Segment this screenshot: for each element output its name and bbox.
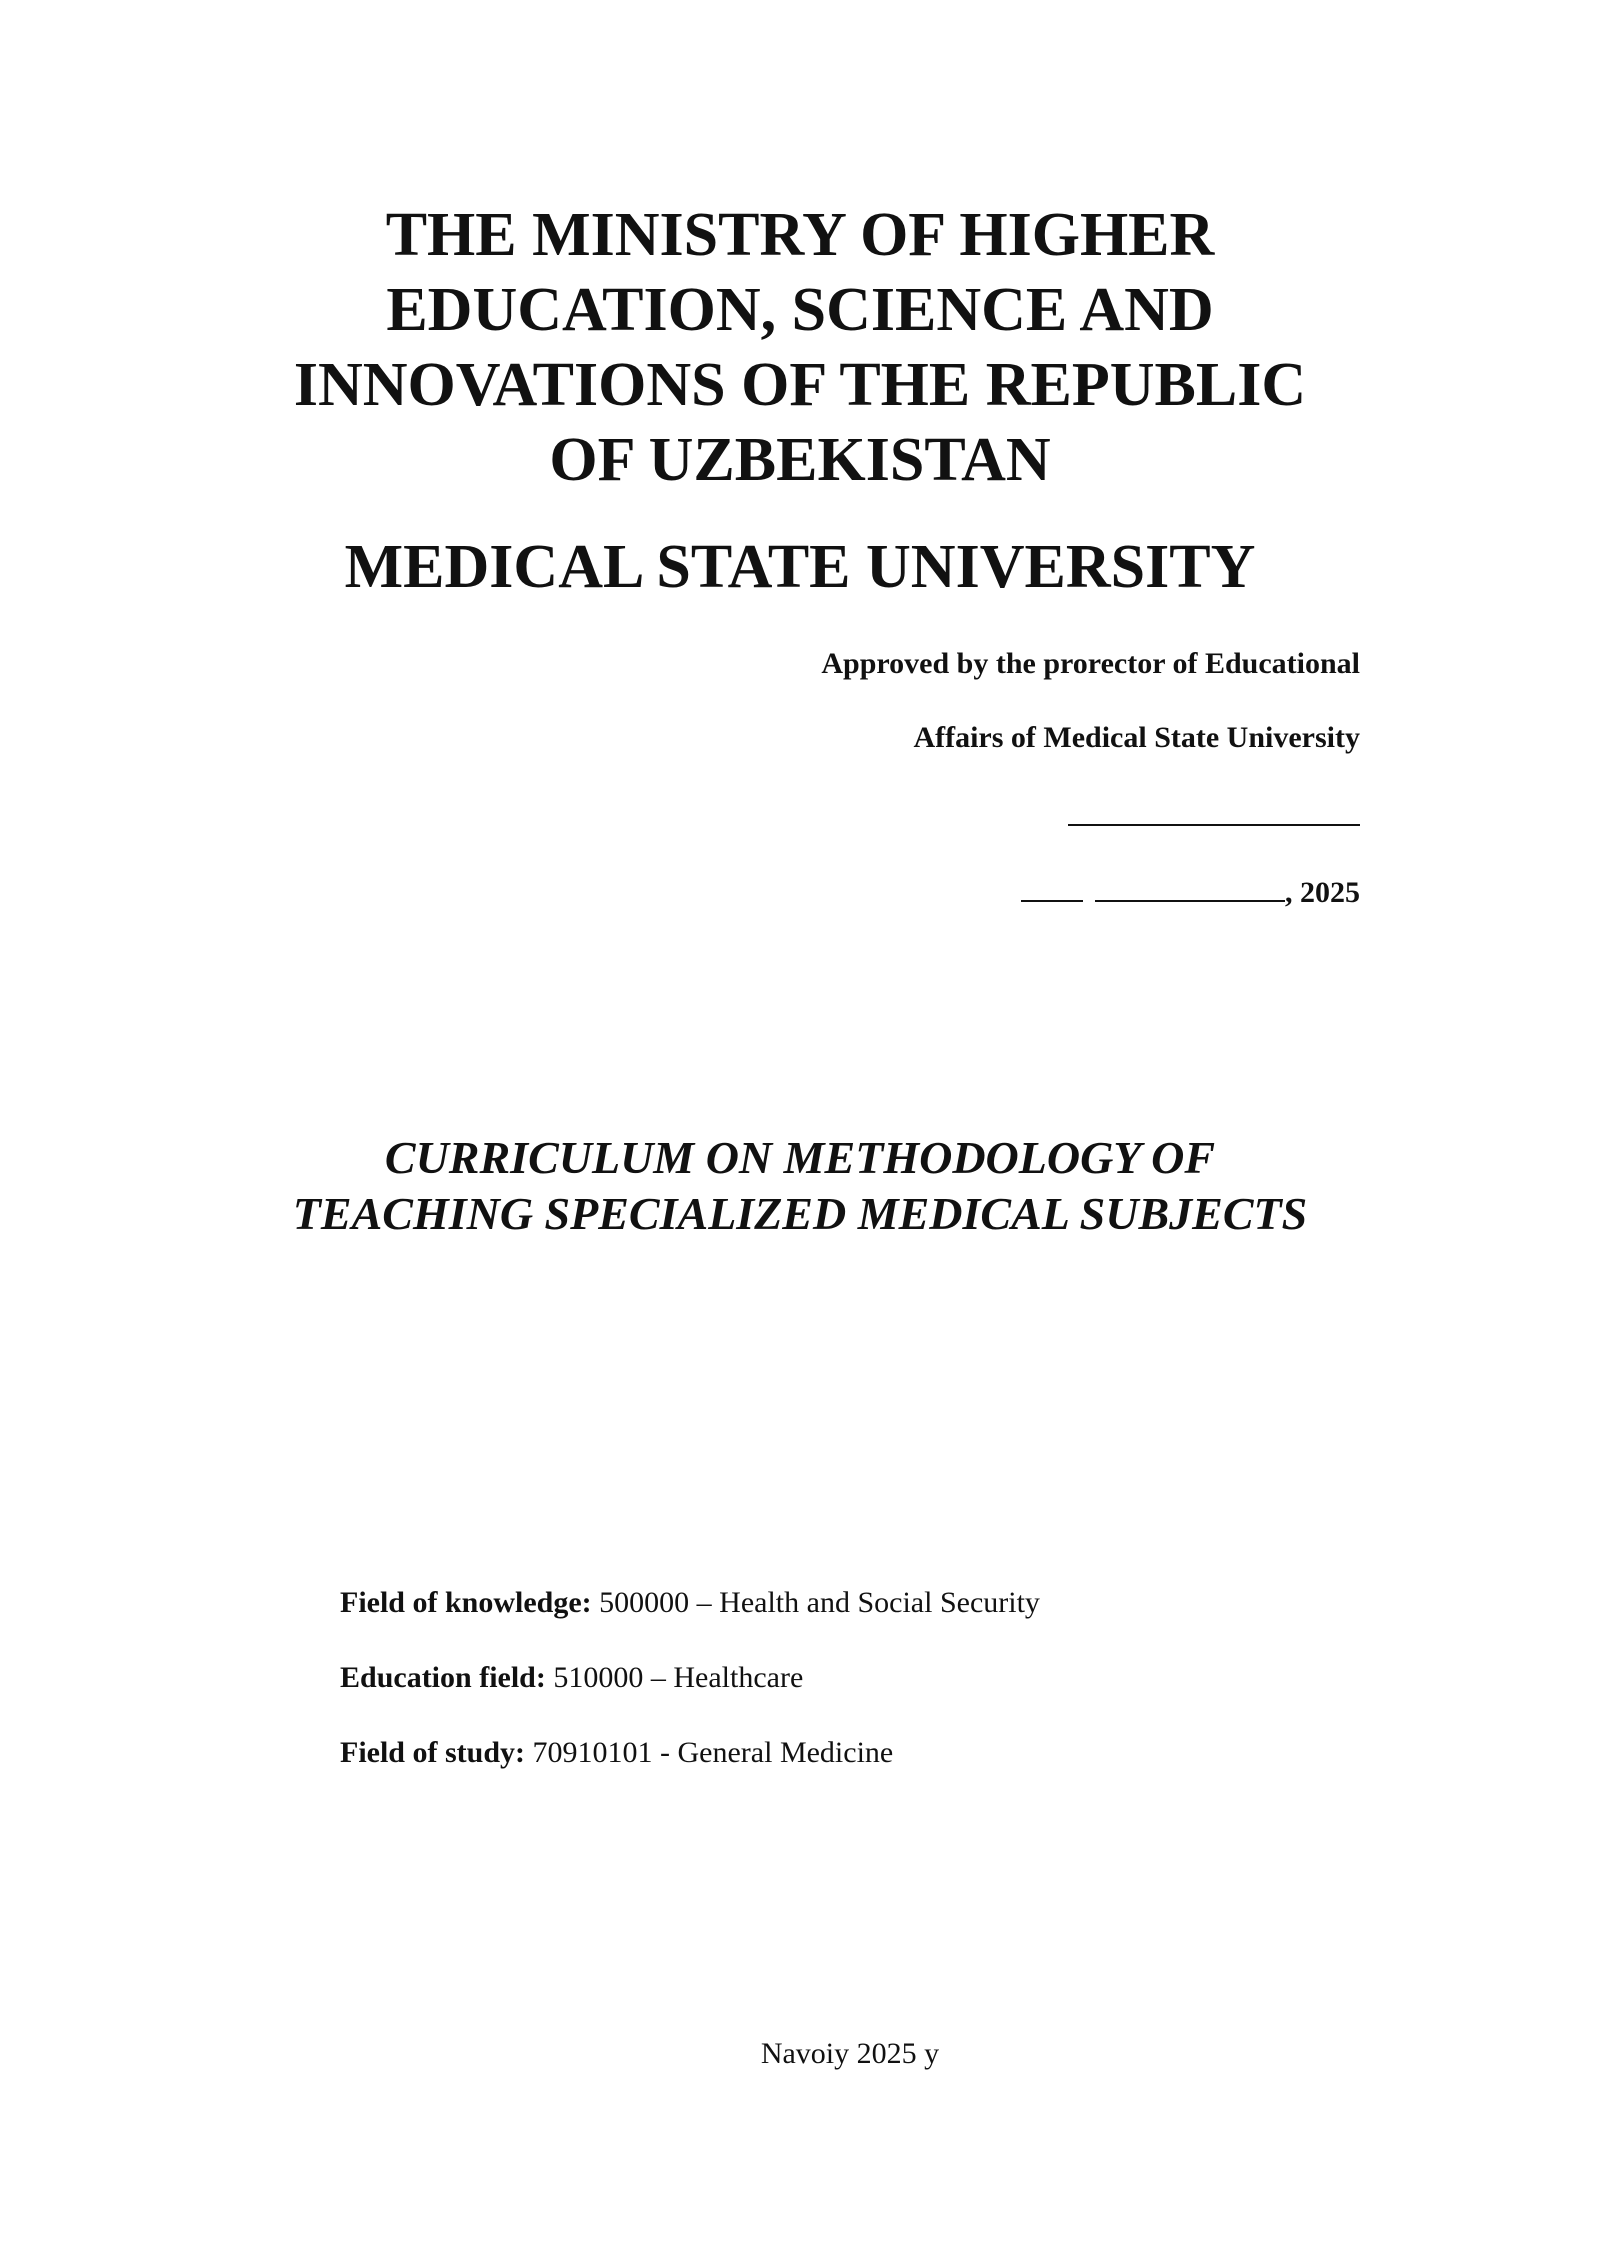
field-value: 510000 – Healthcare — [545, 1661, 804, 1694]
signature-line — [1068, 796, 1360, 826]
field-value: 500000 – Health and Social Security — [591, 1586, 1040, 1619]
university-name: MEDICAL STATE UNIVERSITY — [344, 533, 1256, 601]
field-label: Field of knowledge: — [340, 1586, 592, 1619]
signature-blank — [1068, 796, 1360, 835]
field-value: 70910101 - General Medicine — [525, 1736, 894, 1769]
ministry-heading — [200, 198, 1400, 498]
field-of-study — [340, 1735, 893, 1771]
approval-year: , 2025 — [1285, 876, 1360, 909]
date-month-blank — [1095, 872, 1285, 902]
approval-line-2: Affairs of Medical State University — [913, 721, 1360, 754]
education-field — [340, 1660, 803, 1696]
curriculum-title-line: TEACHING SPECIALIZED MEDICAL SUBJECTS — [292, 1188, 1308, 1239]
date-day-blank — [1021, 872, 1083, 902]
ministry-heading-line: INNOVATIONS OF THE REPUBLIC — [293, 351, 1307, 419]
ministry-heading-line: THE MINISTRY OF HIGHER — [385, 201, 1215, 269]
field-label: Education field: — [340, 1661, 546, 1694]
field-of-knowledge — [340, 1585, 1040, 1621]
curriculum-title — [200, 1130, 1400, 1242]
approval-date — [1021, 872, 1360, 911]
field-label: Field of study: — [340, 1736, 526, 1769]
ministry-heading-line: EDUCATION, SCIENCE AND — [386, 276, 1214, 344]
place-and-year: Navoiy 2025 y — [760, 2037, 940, 2070]
approval-line-1: Approved by the prorector of Educational — [821, 647, 1360, 680]
ministry-heading-line: OF UZBEKISTAN — [549, 426, 1051, 494]
curriculum-title-line: CURRICULUM ON METHODOLOGY OF — [384, 1132, 1216, 1183]
